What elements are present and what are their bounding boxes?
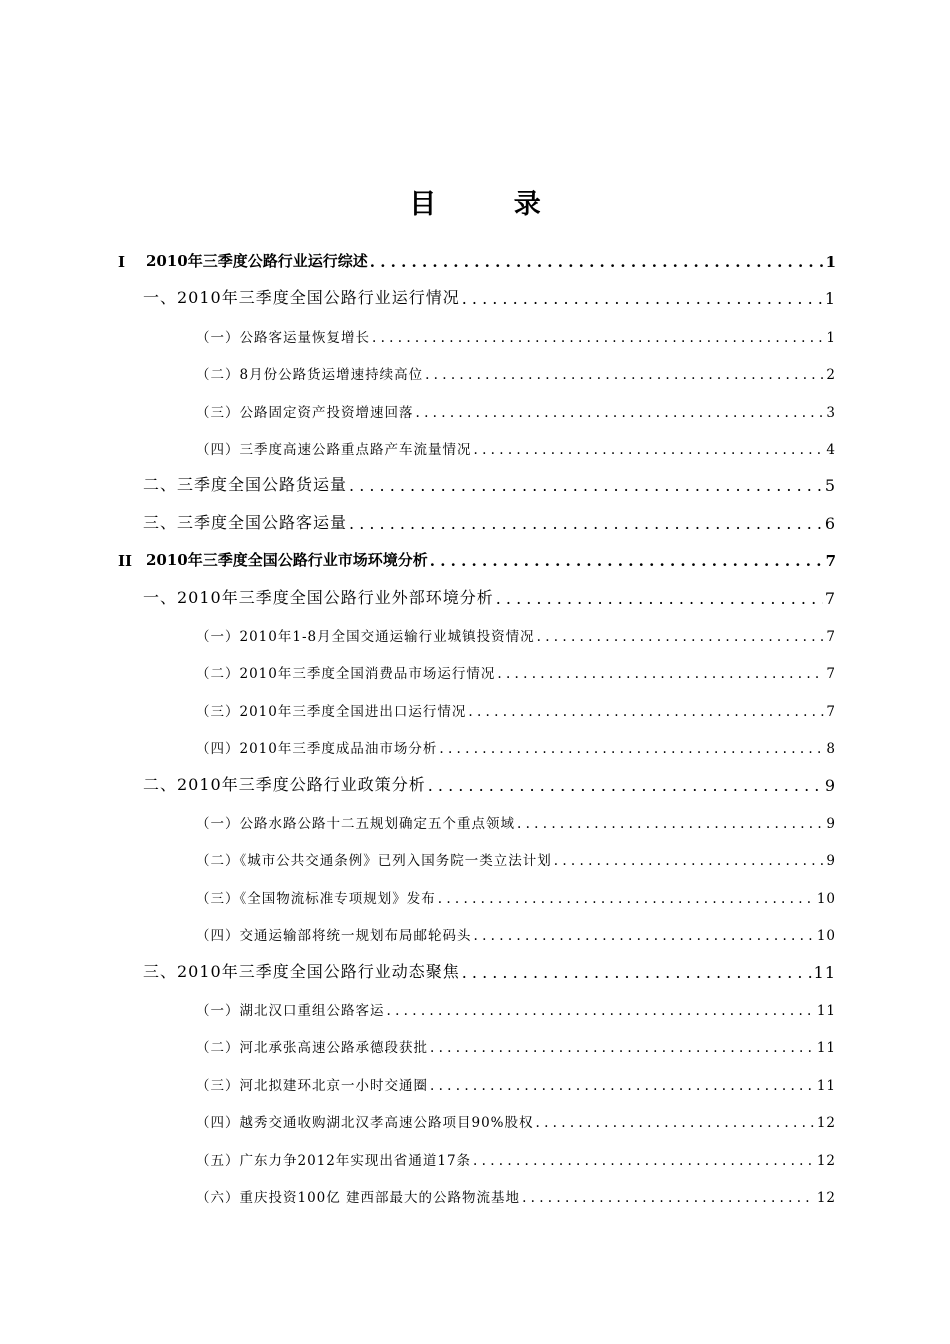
dot-leader [370,251,824,271]
dot-leader [438,887,815,907]
toc-entry-label: （一）公路水路公路十二五规划确定五个重点领域 [196,816,515,832]
dot-leader [372,326,824,346]
toc-page-number: 11 [813,962,836,982]
dot-leader [517,812,824,832]
toc-entry-label: （三）河北拟建环北京一小时交通圈 [196,1077,428,1094]
toc-entry[interactable] [196,843,836,869]
toc-page-number: 10 [816,928,836,945]
toc-entry[interactable] [196,918,836,944]
dot-leader [497,662,824,682]
toc-entry-label: （四）越秀交通收购湖北汉孝高速公路项目90%股权 [196,1115,534,1132]
toc-page-number: 7 [826,629,836,645]
toc-page-number: 12 [816,1152,836,1169]
toc-part-number: I [118,253,126,271]
toc-entry[interactable] [143,582,836,608]
toc-page-number: 11 [816,1077,836,1094]
dot-leader [462,962,812,982]
toc-entry-label: （三）2010年三季度全国进出口运行情况 [196,703,467,720]
toc-entry-label: （三）《全国物流标准专项规划》发布 [196,890,436,907]
toc-entry[interactable] [196,731,836,757]
toc-entry[interactable] [196,1030,836,1056]
toc-entry[interactable] [196,881,836,907]
toc-entry[interactable] [196,1068,836,1094]
toc-page-number: 7 [824,588,836,608]
dot-leader [496,588,823,608]
dot-leader [522,1186,815,1206]
toc-entry[interactable] [118,544,836,570]
toc-entry-label: 三、2010年三季度全国公路行业动态聚焦 [143,961,460,981]
toc-entry[interactable] [196,1143,836,1169]
dot-leader [474,438,825,458]
dot-leader [387,999,815,1019]
toc-entry[interactable] [196,1105,836,1131]
toc-entry-label: （三）公路固定资产投资增速回落 [196,404,414,421]
toc-page-number: 7 [826,666,836,683]
toc-entry[interactable] [196,357,836,383]
toc-page-number: 4 [826,442,836,458]
toc-entry[interactable] [196,694,836,720]
toc-entry-label: 一、2010年三季度全国公路行业外部环境分析 [143,587,494,607]
toc-page-number: 8 [826,741,836,758]
toc-entry-label: 一、2010年三季度全国公路行业运行情况 [143,288,460,308]
toc-entry[interactable] [143,282,836,308]
toc-page-number: 5 [824,476,836,496]
toc-page-number: 6 [824,513,836,533]
toc-entry-label: （二）8月份公路货运增速持续高位 [196,367,424,384]
toc-entry-label: 二、2010年三季度公路行业政策分析 [143,774,426,794]
toc-entry[interactable] [196,1180,836,1206]
toc-entry-label: 二、三季度全国公路货运量 [143,475,348,495]
dot-leader [468,700,824,720]
toc-entry[interactable] [196,656,836,682]
toc-entry-label: （二）河北承张高速公路承德段获批 [196,1040,428,1057]
toc-entry-label: 2010年三季度全国公路行业市场环境分析 [146,551,428,570]
toc-entry-label: （六）重庆投资100亿 建西部最大的公路物流基地 [196,1190,521,1206]
toc-entry-label: （四）交通运输部将统一规划布局邮轮码头 [196,928,472,945]
toc-entry[interactable] [196,320,836,346]
toc-entry[interactable] [196,993,836,1019]
toc-page-number: 7 [825,552,836,571]
toc-entry-label: （二）2010年三季度全国消费品市场运行情况 [196,666,496,683]
dot-leader [349,475,823,495]
toc-page-number: 11 [816,1003,836,1019]
toc-entry[interactable] [196,432,836,458]
dot-leader [430,550,824,570]
dot-leader [425,363,824,383]
dot-leader [537,625,825,645]
toc-entry[interactable] [143,956,836,982]
dot-leader [474,924,815,944]
toc-entry[interactable] [143,469,836,495]
toc-entry-label: 三、三季度全国公路客运量 [143,512,348,532]
toc-page-number: 1 [825,253,836,271]
dot-leader [430,1036,815,1056]
page-title: 目 录 [409,189,575,220]
toc-entry-label: （一）公路客运量恢复增长 [196,329,370,346]
toc-entry[interactable] [196,806,836,832]
toc-entry-label: （一）湖北汉口重组公路客运 [196,1003,385,1019]
toc-entry-label: （五）广东力争2012年实现出省通道17条 [196,1152,472,1169]
toc-entry-label: （二）《城市公共交通条例》已列入国务院一类立法计划 [196,853,552,870]
toc-page-number: 1 [824,289,836,309]
toc-entry[interactable] [196,395,836,421]
dot-leader [439,737,824,757]
toc-entry-label: （四）三季度高速公路重点路产车流量情况 [196,442,472,458]
toc-part-number: II [118,552,133,571]
toc-page-number: 1 [826,329,836,346]
toc-page-number: 12 [816,1190,836,1206]
dot-leader [428,775,823,795]
toc-page-number: 12 [816,1115,836,1132]
dot-leader [416,401,825,421]
toc-page-number: 9 [826,853,836,870]
toc-entry[interactable] [143,507,836,533]
dot-leader [430,1074,815,1094]
toc-entry[interactable] [143,769,836,795]
toc-page-number: 11 [816,1040,836,1057]
dot-leader [462,288,823,308]
toc-entry-label: 2010年三季度公路行业运行综述 [146,252,368,270]
dot-leader [473,1149,815,1169]
dot-leader [554,849,825,869]
toc-page-number: 9 [824,775,836,795]
toc-entry-label: （一）2010年1-8月全国交通运输行业城镇投资情况 [196,629,535,645]
dot-leader [536,1111,815,1131]
dot-leader [349,513,823,533]
toc-entry[interactable] [196,619,836,645]
toc-page-number: 9 [826,816,836,832]
toc-page-number: 3 [826,404,836,421]
toc-page-number: 10 [816,890,836,907]
toc-page-number: 7 [826,703,836,720]
toc-entry[interactable] [118,245,836,271]
toc-entry-label: （四）2010年三季度成品油市场分析 [196,741,438,758]
toc-page-number: 2 [826,367,836,384]
